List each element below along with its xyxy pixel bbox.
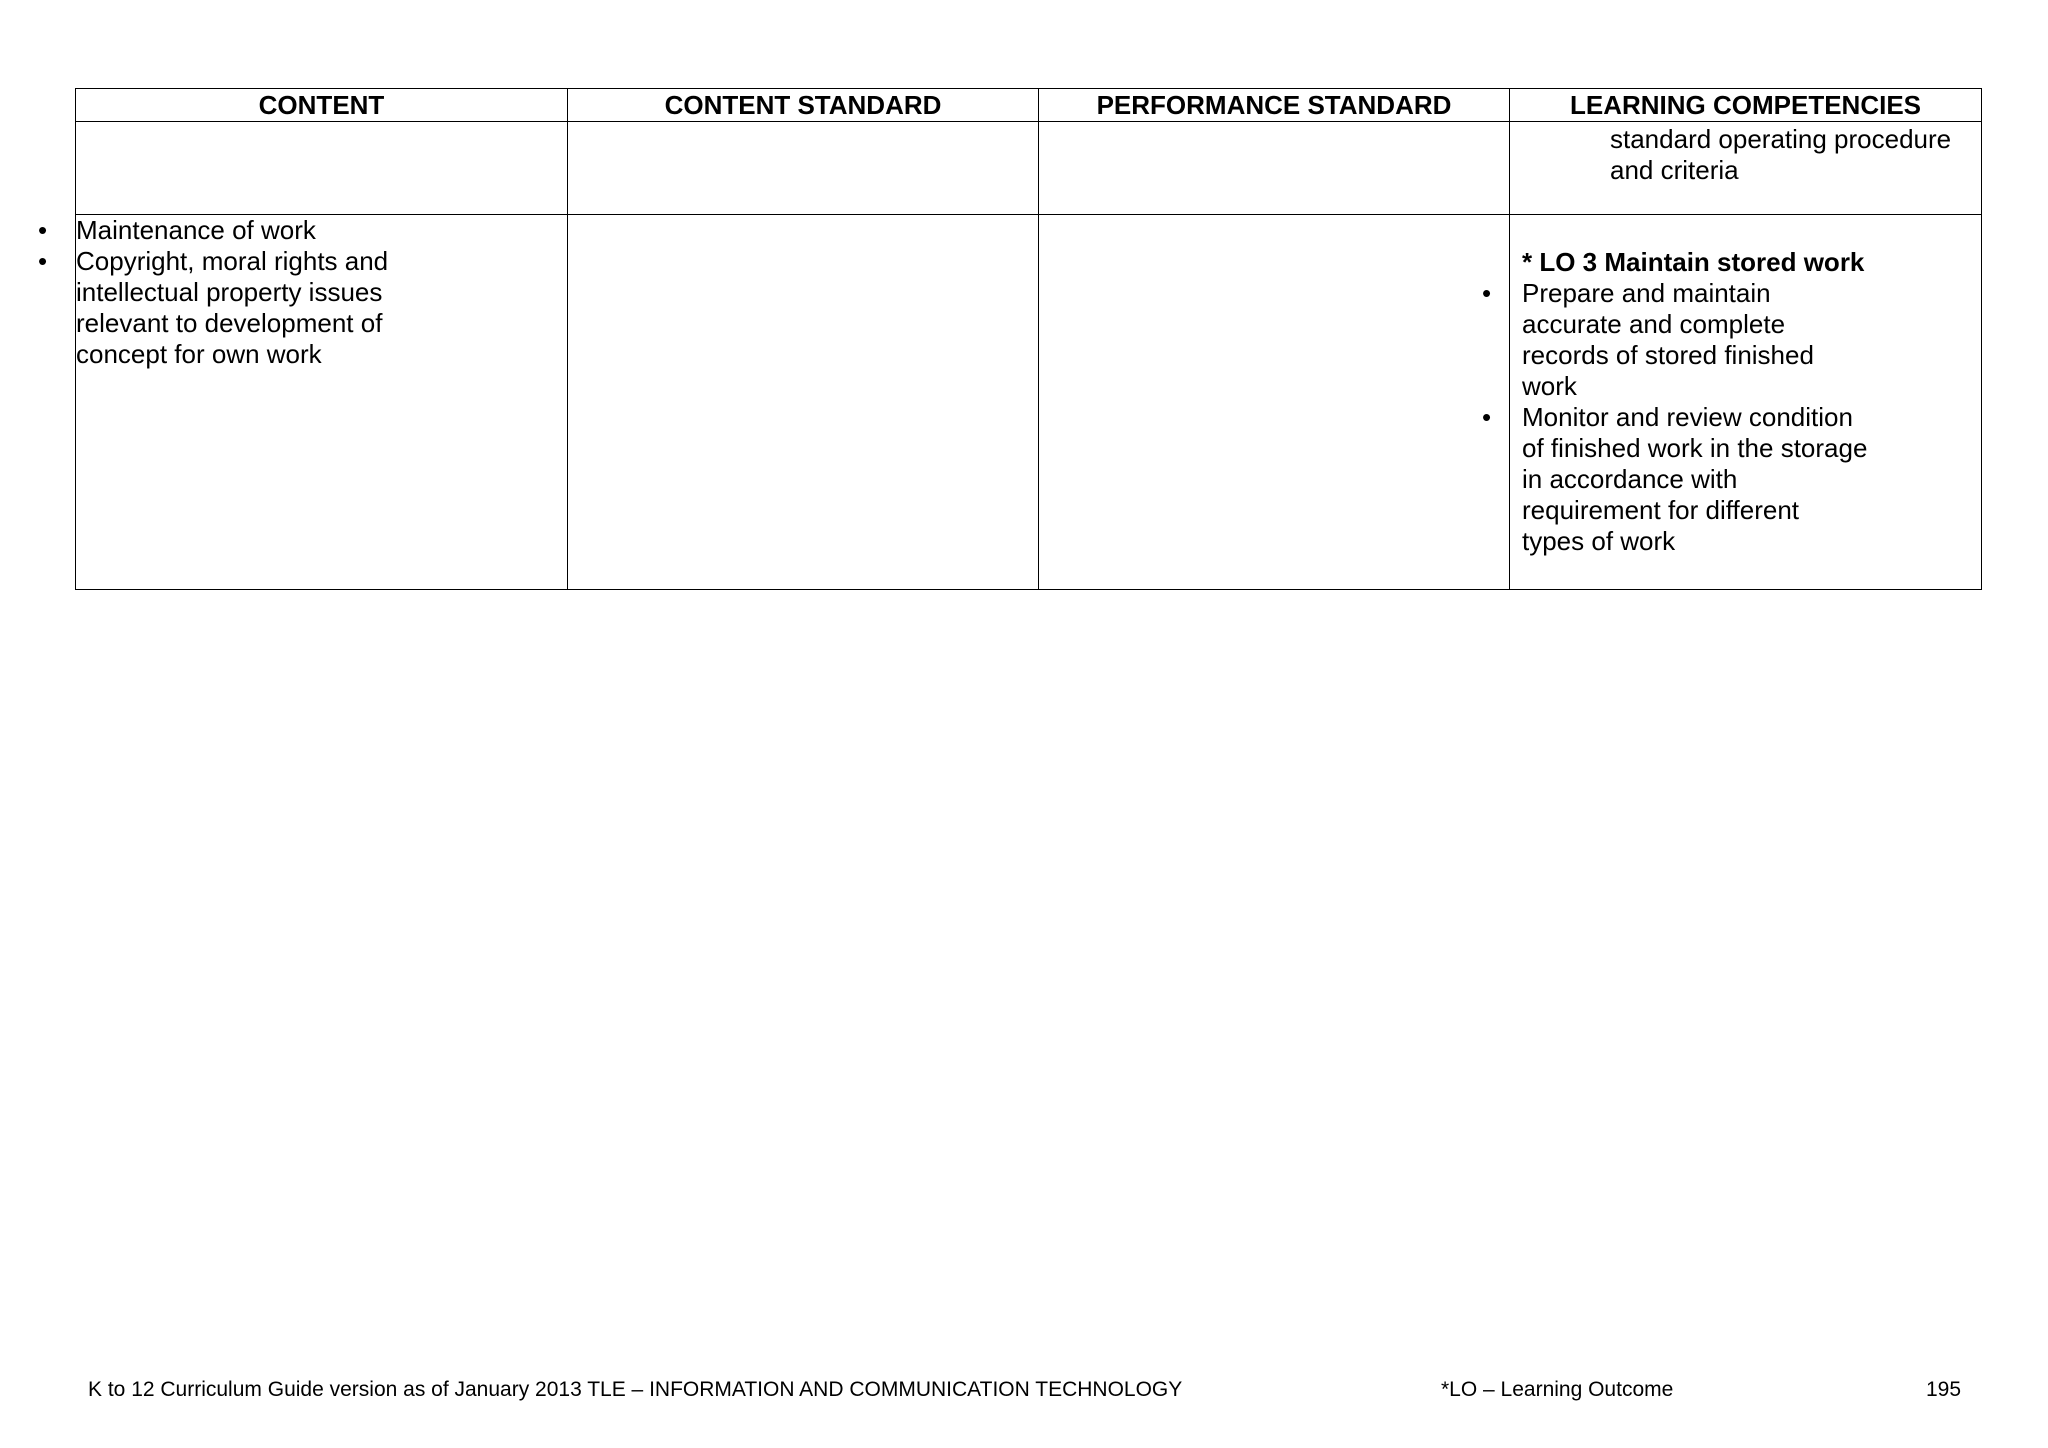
- header-content: CONTENT: [76, 89, 568, 122]
- bullet-icon: •: [38, 215, 48, 245]
- text-line: concept for own work: [76, 339, 322, 369]
- cell-content-standard-empty: [568, 122, 1039, 215]
- text-line: intellectual property issues: [76, 277, 383, 307]
- cell-content: [38, 215, 568, 590]
- cell-content-empty: [76, 122, 568, 215]
- text-line: Monitor and review condition: [1522, 402, 1853, 432]
- text-line: in accordance with: [1522, 464, 1738, 494]
- text-line: work: [1522, 371, 1577, 401]
- cell-learning-competencies: [1482, 215, 1982, 590]
- header-learning-competencies: LEARNING COMPETENCIES: [1510, 89, 1982, 122]
- footer-legend: *LO – Learning Outcome: [1441, 1378, 1674, 1401]
- text-line: and criteria: [1610, 155, 1739, 185]
- text-line: types of work: [1522, 526, 1676, 556]
- content-list: [38, 215, 567, 370]
- competency-list: [1482, 278, 1981, 557]
- page-number: 195: [1926, 1378, 1962, 1401]
- cell-performance-standard-empty: [1039, 215, 1510, 590]
- text-line: of finished work in the storage: [1522, 433, 1868, 463]
- footer-document-title: K to 12 Curriculum Guide version as of January 2013 TLE – INFORMATION AND COMMUNICATION TECHNOLOGY: [88, 1378, 1183, 1401]
- cell-performance-standard-empty: [1039, 122, 1510, 215]
- text-line: accurate and complete: [1522, 309, 1786, 339]
- text-line: Prepare and maintain: [1522, 278, 1771, 308]
- list-item: [1482, 402, 1981, 557]
- table-header-row: [76, 89, 1982, 122]
- text-line: relevant to development of: [76, 308, 383, 338]
- cell-learning-competencies-continuation: [1510, 122, 1982, 215]
- table-row: [76, 215, 1982, 590]
- header-performance-standard: PERFORMANCE STANDARD: [1039, 89, 1510, 122]
- table-row: [76, 122, 1982, 215]
- list-item: [38, 246, 567, 370]
- text-line: standard operating procedure: [1610, 124, 1952, 154]
- bullet-icon: •: [1482, 402, 1492, 432]
- cell-content-standard-empty: [568, 215, 1039, 590]
- list-item: [38, 215, 567, 246]
- text-line: Copyright, moral rights and: [76, 246, 389, 276]
- text-line: Maintenance of work: [76, 215, 316, 245]
- list-item: [1482, 278, 1981, 402]
- bullet-icon: •: [38, 246, 48, 276]
- text-line: records of stored finished: [1522, 340, 1814, 370]
- header-content-standard: CONTENT STANDARD: [568, 89, 1039, 122]
- curriculum-table: [38, 88, 1982, 590]
- learning-outcome-heading: * LO 3 Maintain stored work: [1522, 247, 1865, 277]
- bullet-icon: •: [1482, 278, 1492, 308]
- text-line: requirement for different: [1522, 495, 1799, 525]
